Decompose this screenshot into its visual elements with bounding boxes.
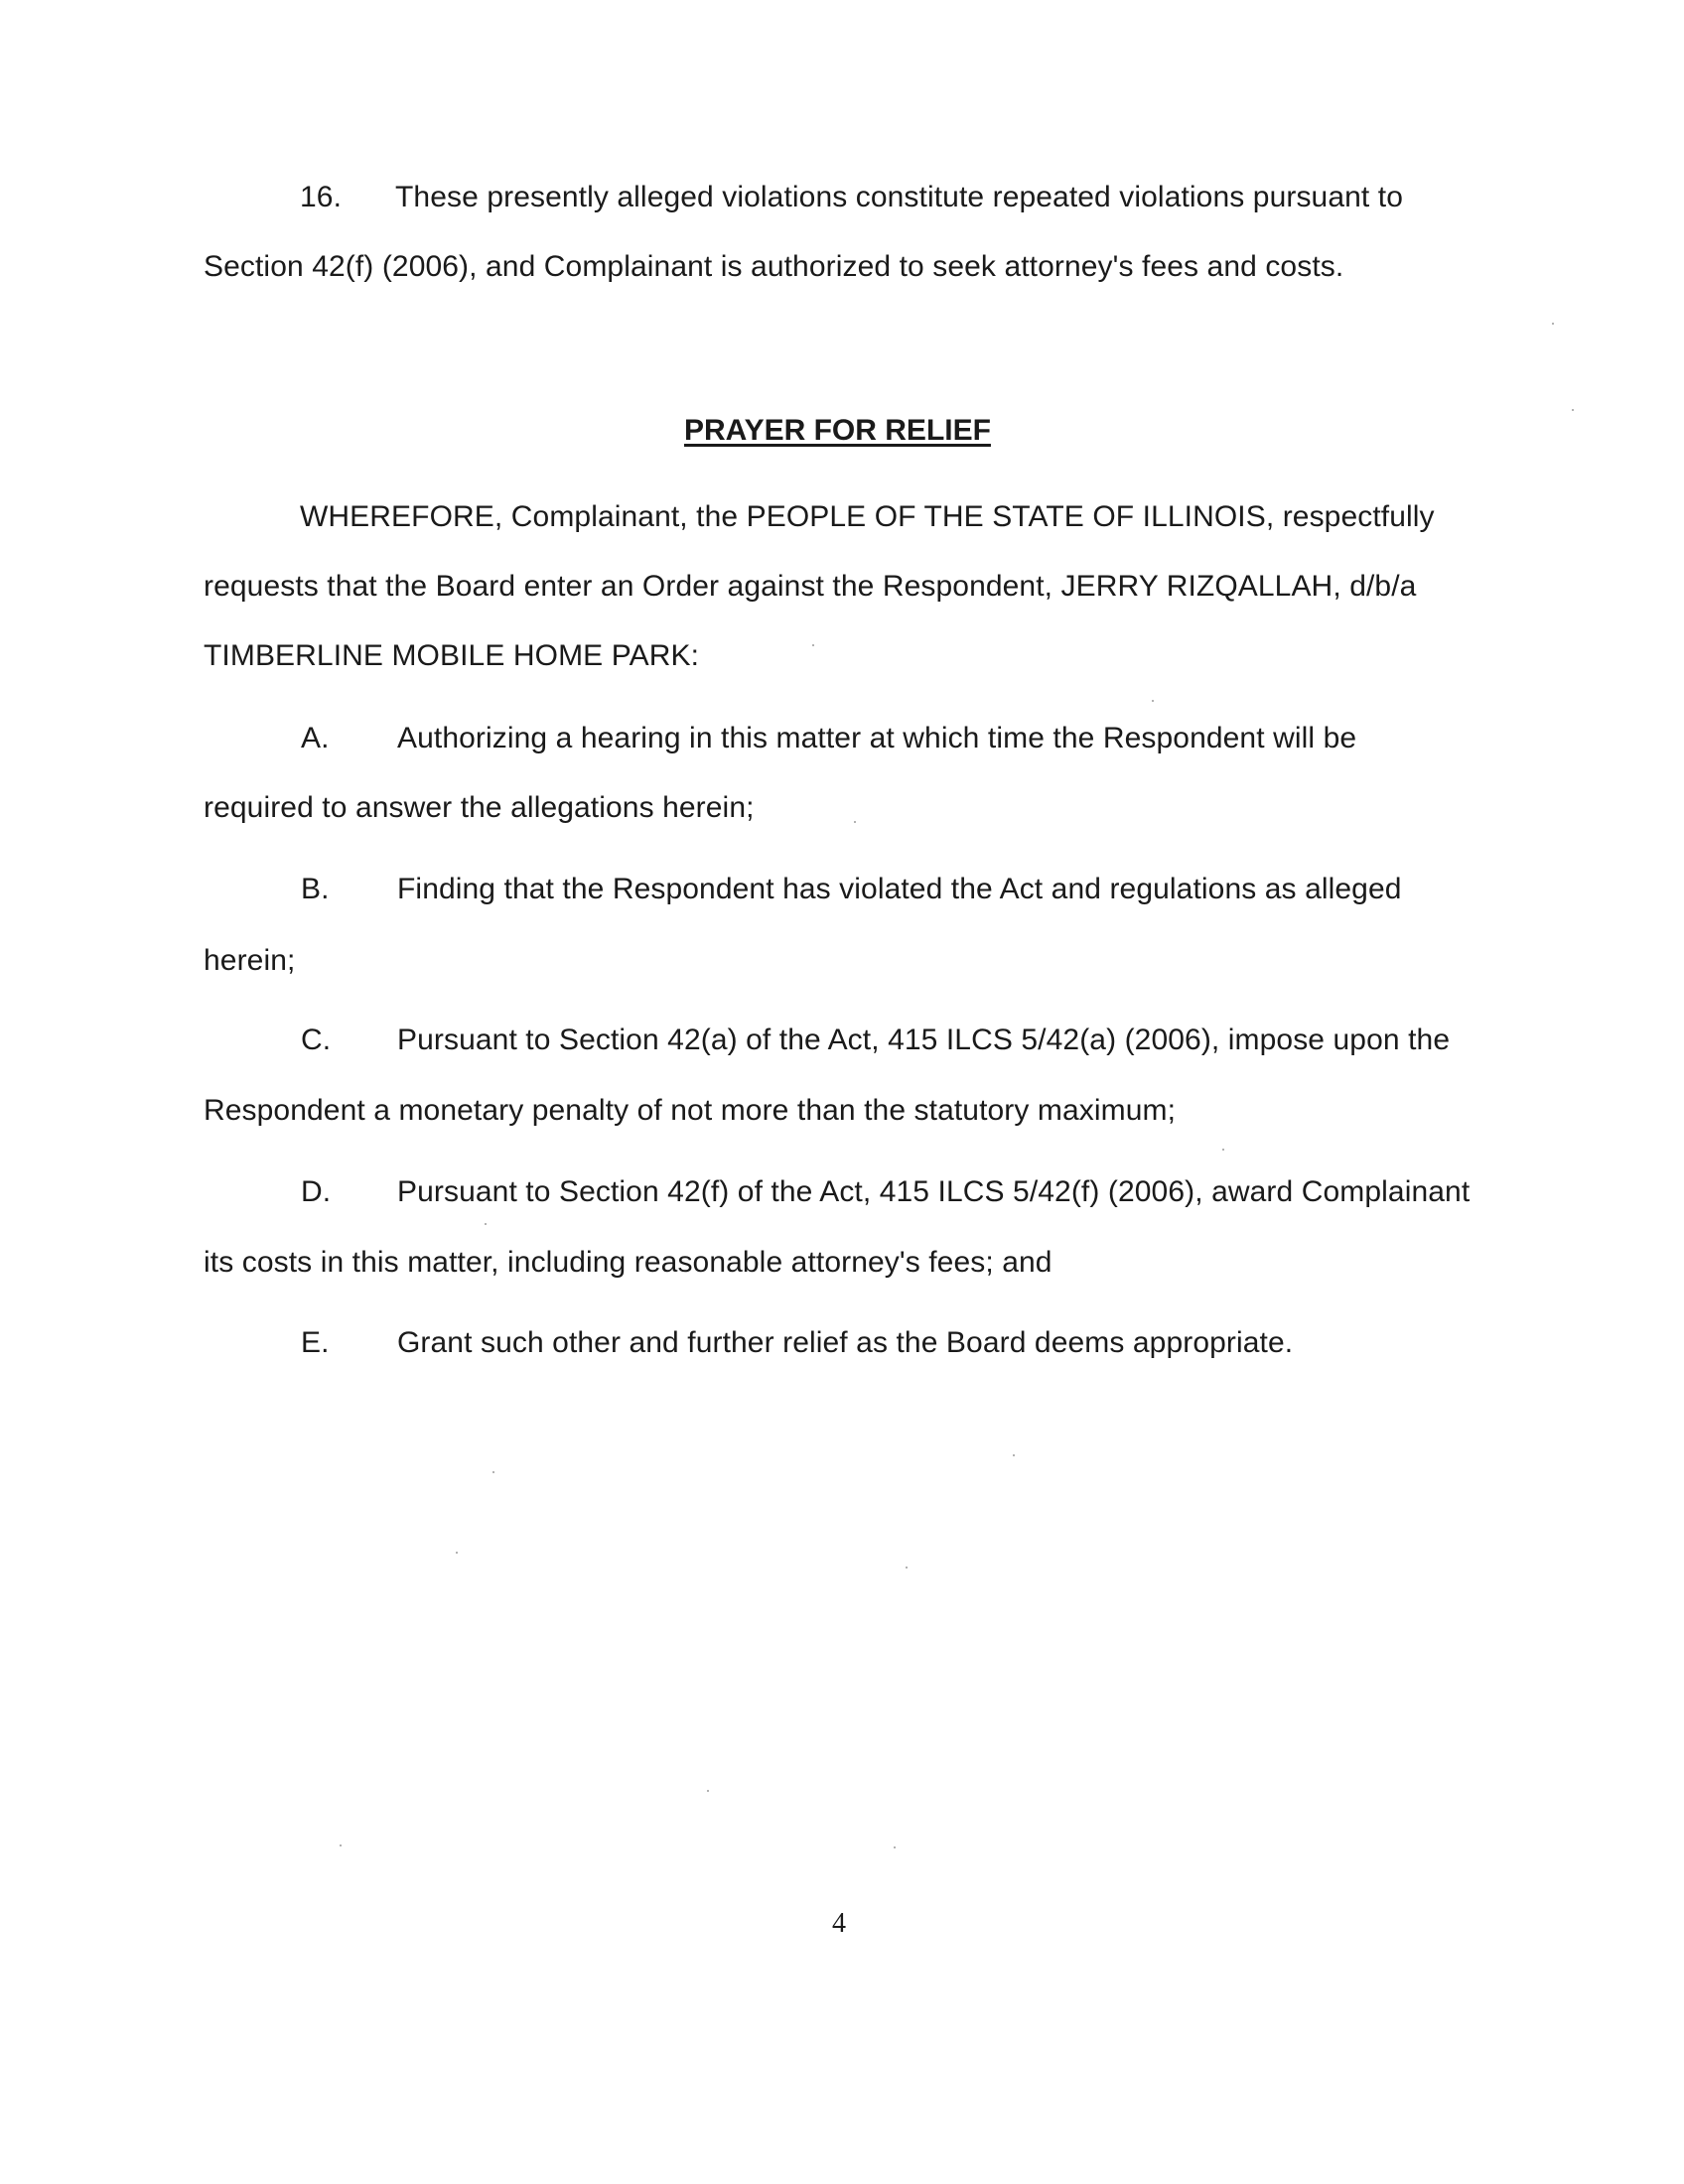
item-text-line: Finding that the Respondent has violated the Act and regulations as alleged <box>397 873 1402 905</box>
wherefore-text-line: TIMBERLINE MOBILE HOME PARK: <box>204 639 700 672</box>
item-letter: D. <box>301 1175 332 1208</box>
paragraph-number: 16. <box>300 181 343 213</box>
page-number: 4 <box>832 1908 846 1939</box>
scan-speck <box>707 1790 709 1792</box>
item-text-line: Respondent a monetary penalty of not more than the statutory maximum; <box>204 1094 1177 1127</box>
wherefore-text-line: WHEREFORE, Complainant, the PEOPLE OF THE STATE OF ILLINOIS, respectfully <box>300 500 1435 533</box>
item-letter: C. <box>301 1024 332 1056</box>
scan-speck <box>485 1223 487 1225</box>
item-text-line: herein; <box>204 944 296 977</box>
scan-speck <box>1222 1149 1224 1151</box>
scan-speck <box>1572 409 1574 411</box>
item-text-line: Grant such other and further relief as the Board deems appropriate. <box>397 1326 1294 1359</box>
item-text-line: its costs in this matter, including reasonable attorney's fees; and <box>204 1246 1052 1279</box>
wherefore-text-line: requests that the Board enter an Order against the Respondent, JERRY RIZQALLAH, d/b/a <box>204 570 1417 603</box>
scan-speck <box>1152 700 1154 702</box>
scan-speck <box>812 644 814 646</box>
item-letter: A. <box>301 722 330 754</box>
scan-speck <box>340 1844 342 1846</box>
item-text-line: Pursuant to Section 42(a) of the Act, 415 ILCS 5/42(a) (2006), impose upon the <box>397 1024 1451 1056</box>
paragraph-text-line: These presently alleged violations constitute repeated violations pursuant to <box>395 181 1403 213</box>
section-heading: PRAYER FOR RELIEF <box>684 414 991 447</box>
item-text-line: Authorizing a hearing in this matter at which time the Respondent will be <box>397 722 1357 754</box>
scan-speck <box>906 1567 908 1569</box>
scan-speck <box>1013 1454 1015 1456</box>
paragraph-text-line: Section 42(f) (2006), and Complainant is authorized to seek attorney's fees and costs. <box>204 250 1344 283</box>
scan-speck <box>456 1552 458 1554</box>
item-text-line: Pursuant to Section 42(f) of the Act, 415 ILCS 5/42(f) (2006), award Complainant <box>397 1175 1471 1208</box>
item-text-line: required to answer the allegations herein; <box>204 791 755 824</box>
item-letter: E. <box>301 1326 330 1359</box>
scan-speck <box>854 821 856 823</box>
scan-speck <box>894 1846 896 1848</box>
scan-speck <box>492 1471 494 1473</box>
scan-speck <box>1552 323 1554 325</box>
item-letter: B. <box>301 873 330 905</box>
